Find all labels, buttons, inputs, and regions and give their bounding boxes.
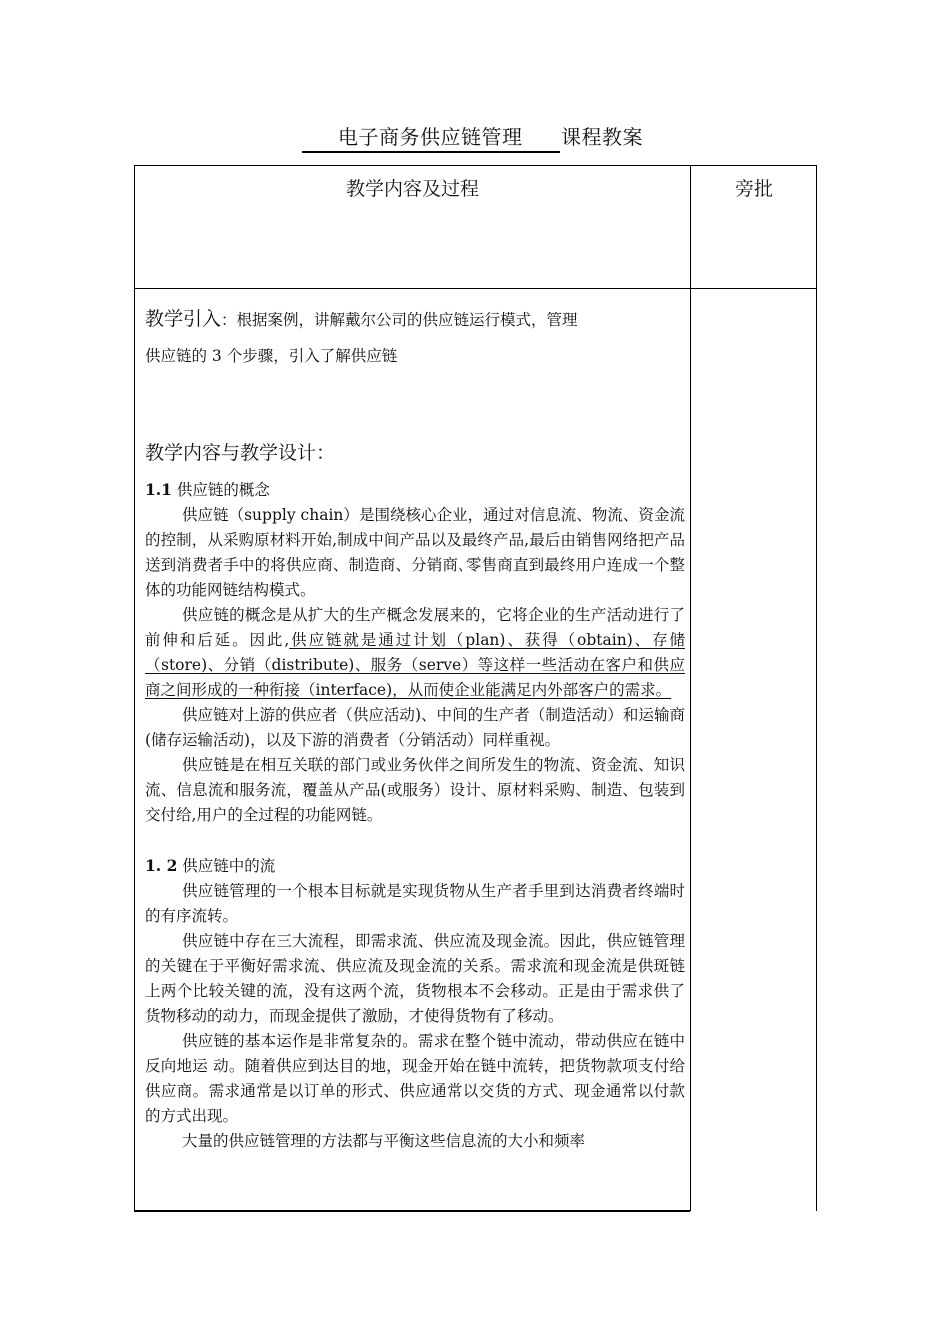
section-1-2-heading [145,853,685,879]
table-bottom-border [134,1210,690,1212]
paragraph-three-flows: 供应链中存在三大流程，即需求流、供应流及现金流。因此，供应链管理的关键在于平衡好需求流、供应流及现金流的关系。需求流和现金流是供斑链上两个比较关键的流，没有这两个流，货物根本不会移动。正是由于需求供了货物移动的动力，而现金提供了激励，才使得货物有了移动。 [145,932,685,1025]
paragraph-supply-chain-definition: 供应链（supply chain）是围绕核心企业，通过对信息流、物流、资金流的控制，从采购原材料开始,制成中间产品以及最终产品,最后由销售网络把产品送到消费者手中的将供应商、制造商、分销商､零售商直到最终用户连成一个整体的功能网链结构模式。 [145,506,685,599]
course-title: 电子商务供应链管理 [338,125,523,149]
paragraph-management-goal: 供应链管理的一个根本目标就是实现货物从生产者手里到达消费者终端时的有序流转。 [145,882,685,925]
header-side-notes: 旁批 [734,178,773,200]
section-1-1-number: 1.1 [145,480,172,499]
intro-text: ：根据案例，讲解戴尔公司的供应链运行模式，管理 [221,311,578,329]
section-1-1-title: 供应链的概念 [171,481,270,499]
column-divider [690,166,691,1211]
header-teaching-content: 教学内容及过程 [345,178,479,200]
section-1-2-title: 供应链中的流 [177,857,276,875]
title-underline [302,151,560,153]
intro-label: 教学引入 [145,308,222,330]
paragraph-concept-extension [145,603,685,703]
paragraph-basic-operation: 供应链的基本运作是非常复杂的。需求在整个链中流动，带动供应在链中反向地运 动。随着供应到达目的地，现金开始在链中流转，把货物款项支付给供应商。需求通常是以订单的形式、供应通常以交货的方式、现金通常以付款的方式出现。 [145,1032,685,1125]
section-1-2-number: 1. 2 [145,856,178,875]
underlined-definition: 供应链就是通过计划（plan)、获得（obtain)、存储（store)、分销（distribute)、服务（serve）等这样一些活动在客户和供应商之间形成的一种衔接（interface)，从而使企业能满足内外部客户的需求。 [145,631,685,699]
header-divider [135,288,816,289]
lesson-table [134,165,817,1211]
section-1-1-heading [145,477,685,503]
paragraph-network-flows: 供应链是在相互关联的部门或业务伙伴之间所发生的物流、资金流、知识流、信息流和服务流，覆盖从产品(或服务）设计、原材料采购、制造、包装到交付给,用户的全过程的功能网链。 [145,756,685,824]
teaching-content-cell [145,301,685,1154]
document-title [0,118,950,158]
paragraph-concept-lead: 供应链的概念是从扩大的生产概念发展来的，它将企业的生产活动进行了前伸和后延。因此, [145,606,685,649]
design-heading: 教学内容与教学设计： [145,442,336,464]
paragraph-balancing-methods: 大量的供应链管理的方法都与平衡这些信息流的大小和频率 [182,1132,586,1150]
intro-line [145,301,685,338]
paragraph-upstream-downstream: 供应链对上游的供应者（供应活动)、中间的生产者（制造活动）和运输商(储存运输活动)，以及下游的消费者（分销活动）同样重视。 [145,706,685,749]
spacer [145,828,685,853]
intro-line-2: 供应链的 3 个步骤，引入了解供应链 [145,347,398,365]
title-suffix: 课程教案 [561,125,643,149]
